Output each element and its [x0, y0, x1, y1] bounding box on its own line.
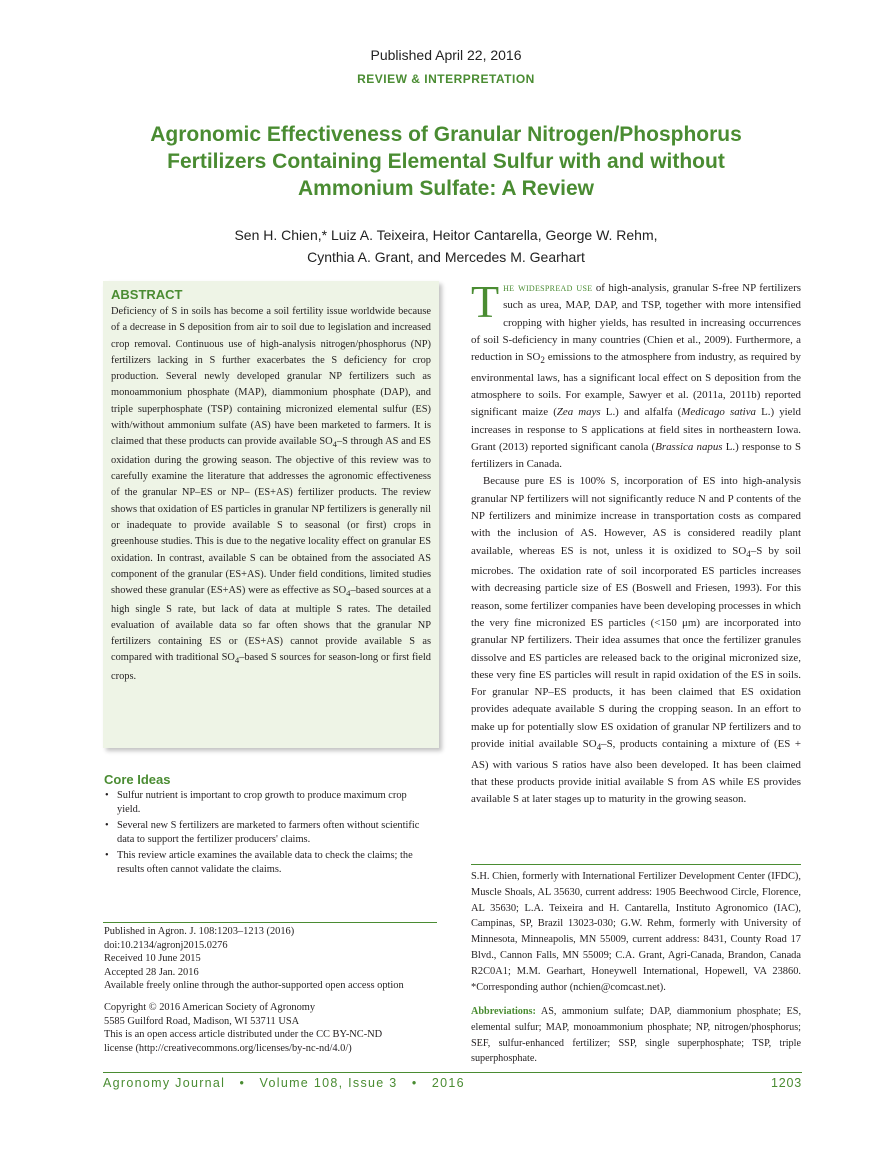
abstract-text: Deficiency of S in soils has become a soil fertility issue worldwide because of a decrease in S deposition from air to soil due to legislation and increased crop removal. Continuous use of high-analysis nitrogen/phosphorus (NP) fertilizers lacking in S further exacerbates the S deficiency for crop production. Several newly developed granular NP fertilizers such as monoammonium phosphate (MAP), diammonium phosphate (DAP), and triple superphosphate (TSP) containing micronized elemental sulfur (ES) with/without ammonium sulfate (AS) have been marketed to farmers. It is claimed that these products can provide available $SO_4-S$ through AS and ES oxidation during the growing season. The objective of this review was to carefully examine the literature that addresses the agronomic effectiveness of the granular NP–ES or NP– (ES+AS) fertilizer products. The review shows that oxidation of ES particles in granular NP fertilizers is generally nil or inadequate to provide available S to seasonal (or first) crops in greenhouse studies. This is due to the negative locality effect on granular ES oxidation. In contrast, available S can be obtained from the associated AS component of the granular (ES+AS). Under field conditions, limited studies showed these granular (ES+AS) were as effective as $SO_4$–based sources at a high single S rate, but lack of data at multiple S rates. The detailed evaluation of available data so far often shows that the granular NP fertilizers containing ES or (ES+AS) cannot provide available S as compared with traditional $SO_4$–based S sources for season-long or first field crops. [111, 306, 431, 682]
bullet-icon: • [105, 820, 109, 831]
section-label: REVIEW & INTERPRETATION [357, 72, 535, 86]
journal-citation: Published in Agron. J. 108:1203–1213 (2016) [104, 926, 295, 937]
published-date: Published April 22, 2016 [370, 47, 522, 63]
copyright: Copyright © 2016 American Society of Agronomy [104, 1001, 316, 1013]
author-affiliations: S.H. Chien, formerly with International Fertilizer Development Center (IFDC), Muscle Shoals, AL 35630, current address: 1905 Beechwood Circle, Florence, AL 35630; L.A. Teixeira and H. Cantarella, Instituto Agronomico (IAC), Campinas, SP, Brazil 13023-030; G.W. Rehm, formerly with University of Minnesota, Minneapolis, MN 55009, current address: 8431, County Road 17 Blvd., Cannon Falls, MN 55009; C.A. Grant, Agri-Canada, Brandon, Canada R2C0A1; M.M. Gearhart, Honeywell International, Hopewell, VA 23860. *Corresponding author (nchien@comcast.net). [471, 871, 801, 993]
core-ideas-list [104, 789, 424, 879]
footer-journal: Agronomy Journal • Volume 108, Issue 3 • 2016 [103, 1076, 465, 1090]
publication-info [104, 925, 444, 1055]
abstract-heading: ABSTRACT [111, 287, 183, 302]
bullet-icon: • [105, 790, 109, 801]
core-idea-item: • Sulfur nutrient is important to crop growth to produce maximum crop yield. [105, 790, 407, 815]
bullet-icon: • [105, 850, 109, 861]
doi: doi:10.2134/agronj2015.0276 [104, 939, 228, 951]
article-title: Agronomic Effectiveness of Granular Nitrogen/Phosphorus Fertilizers Containing Elemental Sulfur with and without Ammonium Sulfate: A Review [150, 123, 742, 200]
core-idea-item: • This review article examines the available data to check the claims; the results often cannot validate the claims. [105, 850, 413, 875]
core-idea-item: • Several new S fertilizers are marketed to farmers often without scientific data to support the fertilizer producers' claims. [105, 820, 420, 845]
accepted-date: Accepted 28 Jan. 2016 [104, 966, 199, 978]
body-paragraph-2: Because pure ES is 100% S, incorporation of ES into high-analysis granular NP fertilizers will not significantly reduce N and P contents of the NP fertilizers and minimize increase in transportation costs as compared with the inclusion of AS. However, AS is considered readily plant available, whereas ES is not, unless it is oxidized to $SO_4-S$ by soil microbes. The oxidation rate of soil incorporated ES particles increases with decreasing particle size of ES (Boswell and Friesen, 1993). For this reason, some fertilizer companies have been developing processes in which the very fine micronized ES particles (<150 μm) are incorporated into granular NP fertilizers. Their idea assumes that once the fertilizer granules dissolve and ES particles are released back to the original micronized size, these very fine ES particles will result in rapid oxidation of the ES in soils. For granular NP–ES products, it has been claimed that ES oxidation provides adequate available S during the cropping season. In an effort to make up for potentially slow ES oxidation of granular NP fertilizers and to provide initial available $SO_4-S$, products containing a mixture of (ES + AS) with various S ratios have also been developed. It has been claimed that these products provide initial available S from AS while ES provides available S at later stages up to maturity in the growing season. [471, 475, 801, 806]
received-date: Received 10 June 2015 [104, 953, 201, 965]
license-line-2: license (http://creativecommons.org/licenses/by-nc-nd/4.0/) [104, 1042, 352, 1054]
page-number: 1203 [770, 1076, 802, 1090]
abbreviations: Abbreviations: AS, ammonium sulfate; DAP, diammonium phosphate; ES, elemental sulfur; MAP, monoammonium phosphate; NP, nitrogen/phosphorus; SEF, sulfur-enhanced fertilizer; SSP, single superphosphate; TSP, triple superphosphate. [471, 1006, 801, 1065]
society-address: 5585 Guilford Road, Madison, WI 53711 USA [104, 1015, 300, 1027]
core-ideas-heading: Core Ideas [104, 772, 171, 787]
availability-note: Available freely online through the author-supported open access option [104, 980, 404, 992]
drop-cap: T [471, 276, 500, 327]
footer-divider [103, 1072, 802, 1073]
author-line-2: Cynthia A. Grant, and Mercedes M. Gearhart [307, 249, 585, 265]
author-line-1: Sen H. Chien,* Luiz A. Teixeira, Heitor Cantarella, George W. Rehm, [234, 227, 658, 243]
divider [103, 922, 437, 923]
body-text [471, 276, 802, 808]
abstract-box [103, 281, 439, 748]
divider [471, 864, 801, 865]
license-line-1: This is an open access article distributed under the CC BY-NC-ND [104, 1029, 383, 1041]
body-paragraph-1: The widespread use of high-analysis, granular S-free NP fertilizers such as urea, MAP, DAP, and TSP, together with more intensified cropping with higher yields, has resulted in increasing occurrences of soil S-deficiency in many countries (Chien et al., 2009). Furthermore, a reduction in $SO_2$ emissions to the atmosphere from industry, as required by environmental laws, has a significant local effect on S deposition from the atmosphere to soils. For example, Sawyer et al. (2011a, 2011b) reported significant maize (Zea mays L.) and alfalfa (Medicago sativa L.) yield increases in response to S applications at field sites in northeastern Iowa. Grant (2013) reported significant canola (Brassica napus L.) response to S fertilizers in Canada. [471, 276, 802, 471]
author-list [130, 224, 762, 268]
